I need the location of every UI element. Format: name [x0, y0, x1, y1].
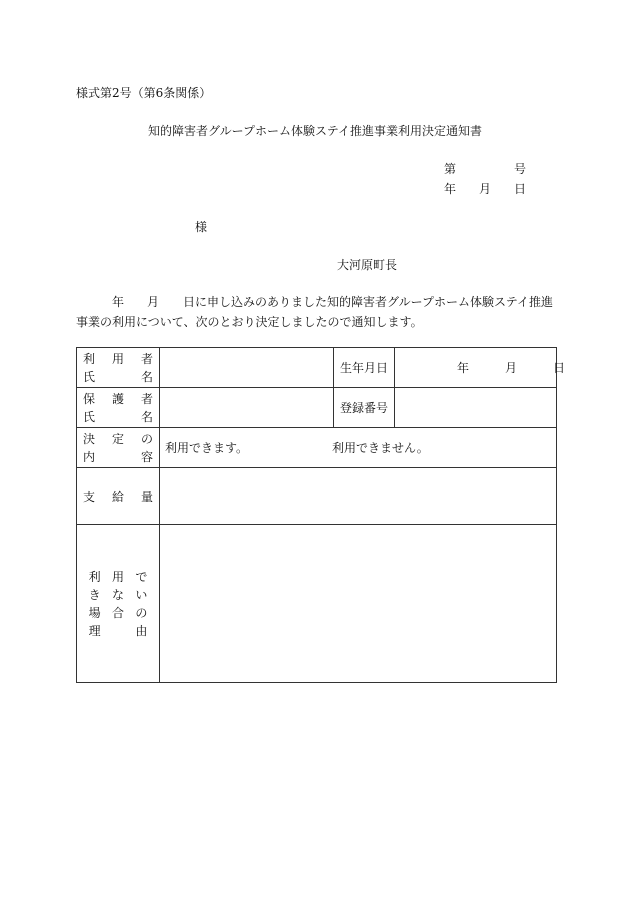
date-year: 年	[444, 182, 457, 196]
registration-field[interactable]	[395, 388, 557, 428]
user-name-label: 利 用 者 氏 名	[77, 348, 160, 388]
doc-number-prefix: 第	[444, 162, 457, 176]
registration-label: 登録番号	[334, 388, 395, 428]
date-day: 日	[514, 182, 527, 196]
issuer: 大河原町長	[337, 258, 398, 272]
option-denied[interactable]: 利用できません。	[332, 440, 429, 455]
reason-label: 利 用 で き な い 場 合 の 理 由	[77, 525, 160, 683]
birthdate-field[interactable]: 年 月 日	[395, 348, 557, 388]
user-name-field[interactable]	[160, 348, 334, 388]
guardian-name-field[interactable]	[160, 388, 334, 428]
reason-field[interactable]	[160, 525, 557, 683]
body-line2: 事業の利用について、次のとおり決定しましたので通知します。	[76, 315, 423, 329]
decision-table	[76, 347, 566, 683]
decision-field	[160, 428, 557, 468]
addressee-suffix: 様	[195, 220, 208, 234]
document-title: 知的障害者グループホーム体験ステイ推進事業利用決定通知書	[148, 124, 482, 138]
option-approved[interactable]: 利用できます。	[165, 440, 249, 455]
body-line1: 日に申し込みのありました知的障害者グループホーム体験ステイ推進	[183, 295, 553, 309]
birthdate-label: 生年月日	[334, 348, 395, 388]
body-year: 年	[112, 295, 125, 309]
doc-number-suffix: 号	[514, 162, 527, 176]
date-month: 月	[479, 182, 492, 196]
supply-field[interactable]	[160, 468, 557, 525]
body-month: 月	[147, 295, 160, 309]
supply-label: 支 給 量	[77, 468, 160, 525]
decision-label: 決 定 の 内 容	[77, 428, 160, 468]
form-number: 様式第2号（第6条関係）	[76, 86, 212, 100]
guardian-name-label: 保 護 者 氏 名	[77, 388, 160, 428]
